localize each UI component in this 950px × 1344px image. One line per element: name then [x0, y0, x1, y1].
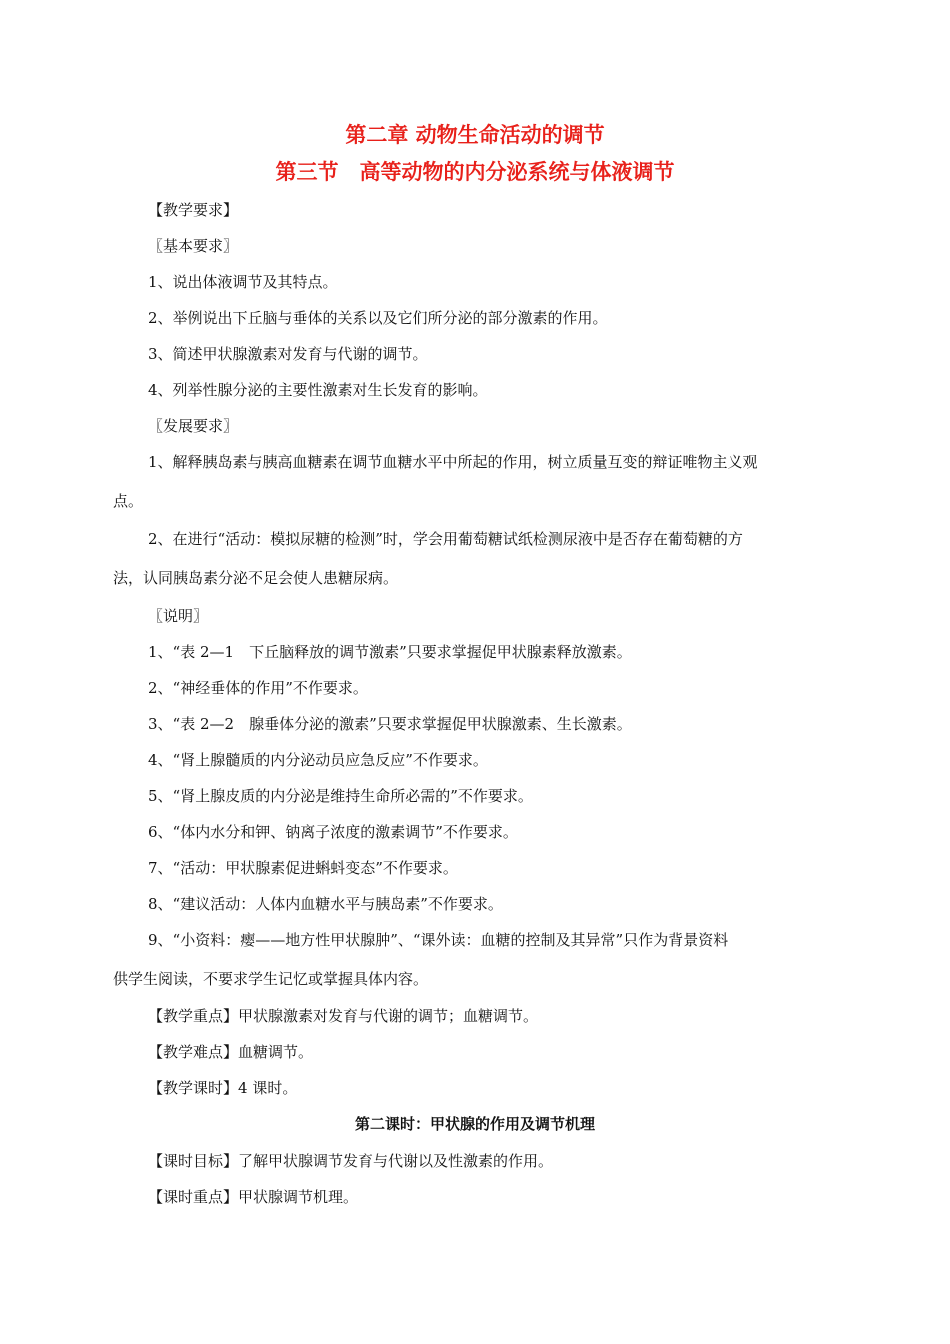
- lesson-goal-text: 了解甲状腺调节发育与代谢以及性激素的作用。: [238, 1152, 554, 1170]
- note-item-8: 8、“建议活动：人体内血糖水平与胰岛素”不作要求。: [148, 895, 503, 913]
- teaching-difficulty-text: 血糖调节。: [238, 1043, 314, 1061]
- teaching-difficulty-label: 【教学难点】: [148, 1043, 239, 1061]
- develop-item-2-line-1: 2、在进行“活动：模拟尿糖的检测”时，学会用葡萄糖试纸检测尿液中是否存在葡萄糖的方: [148, 530, 743, 548]
- lesson-focus-text: 甲状腺调节机理。: [238, 1188, 359, 1206]
- develop-item-1-line-2: 点。: [113, 492, 144, 510]
- basic-requirements-heading: 〖基本要求〗: [148, 237, 239, 255]
- teaching-hours-text: 4 课时。: [238, 1079, 298, 1097]
- note-item-2: 2、“神经垂体的作用”不作要求。: [148, 679, 368, 697]
- basic-item-4: 4、列举性腺分泌的主要性激素对生长发育的影响。: [148, 381, 488, 399]
- develop-item-1-line-1: 1、解释胰岛素与胰高血糖素在调节血糖水平中所起的作用，树立质量互变的辩证唯物主义观: [148, 453, 758, 471]
- note-item-6: 6、“体内水分和钾、钠离子浓度的激素调节”不作要求。: [148, 823, 518, 841]
- requirements-heading: 【教学要求】: [148, 201, 239, 219]
- teaching-difficulty: [148, 1042, 313, 1062]
- note-item-9-line-2: 供学生阅读，不要求学生记忆或掌握具体内容。: [113, 970, 429, 988]
- chapter-title: 第二章 动物生命活动的调节: [345, 123, 605, 147]
- lesson-title: 第二课时：甲状腺的作用及调节机理: [354, 1115, 595, 1133]
- lesson-goal-label: 【课时目标】: [148, 1152, 239, 1170]
- note-item-9-line-1: 9、“小资料：瘿——地方性甲状腺肿”、“课外读：血糖的控制及其异常”只作为背景资料: [148, 931, 729, 949]
- notes-heading: 〖说明〗: [148, 607, 209, 625]
- note-item-3: 3、“表 2—2 腺垂体分泌的激素”只要求掌握促甲状腺激素、生长激素。: [148, 715, 632, 733]
- lesson-goal: [148, 1151, 553, 1171]
- basic-item-1: 1、说出体液调节及其特点。: [148, 273, 338, 291]
- note-item-7: 7、“活动：甲状腺素促进蝌蚪变态”不作要求。: [148, 859, 458, 877]
- section-title: 第三节 高等动物的内分泌系统与体液调节: [275, 160, 675, 184]
- lesson-focus-label: 【课时重点】: [148, 1188, 239, 1206]
- basic-item-3: 3、简述甲状腺激素对发育与代谢的调节。: [148, 345, 428, 363]
- note-item-1: 1、“表 2—1 下丘脑释放的调节激素”只要求掌握促甲状腺素释放激素。: [148, 643, 632, 661]
- teaching-hours: [148, 1078, 297, 1098]
- teaching-hours-label: 【教学课时】: [148, 1079, 239, 1097]
- teaching-focus-label: 【教学重点】: [148, 1007, 239, 1025]
- note-item-4: 4、“肾上腺髓质的内分泌动员应急反应”不作要求。: [148, 751, 488, 769]
- lesson-focus: [148, 1187, 358, 1207]
- teaching-focus-text: 甲状腺激素对发育与代谢的调节；血糖调节。: [238, 1007, 539, 1025]
- teaching-focus: [148, 1006, 538, 1026]
- note-item-5: 5、“肾上腺皮质的内分泌是维持生命所必需的”不作要求。: [148, 787, 533, 805]
- develop-requirements-heading: 〖发展要求〗: [148, 417, 239, 435]
- develop-item-2-line-2: 法，认同胰岛素分泌不足会使人患糖尿病。: [113, 569, 399, 587]
- basic-item-2: 2、举例说出下丘脑与垂体的关系以及它们所分泌的部分激素的作用。: [148, 309, 608, 327]
